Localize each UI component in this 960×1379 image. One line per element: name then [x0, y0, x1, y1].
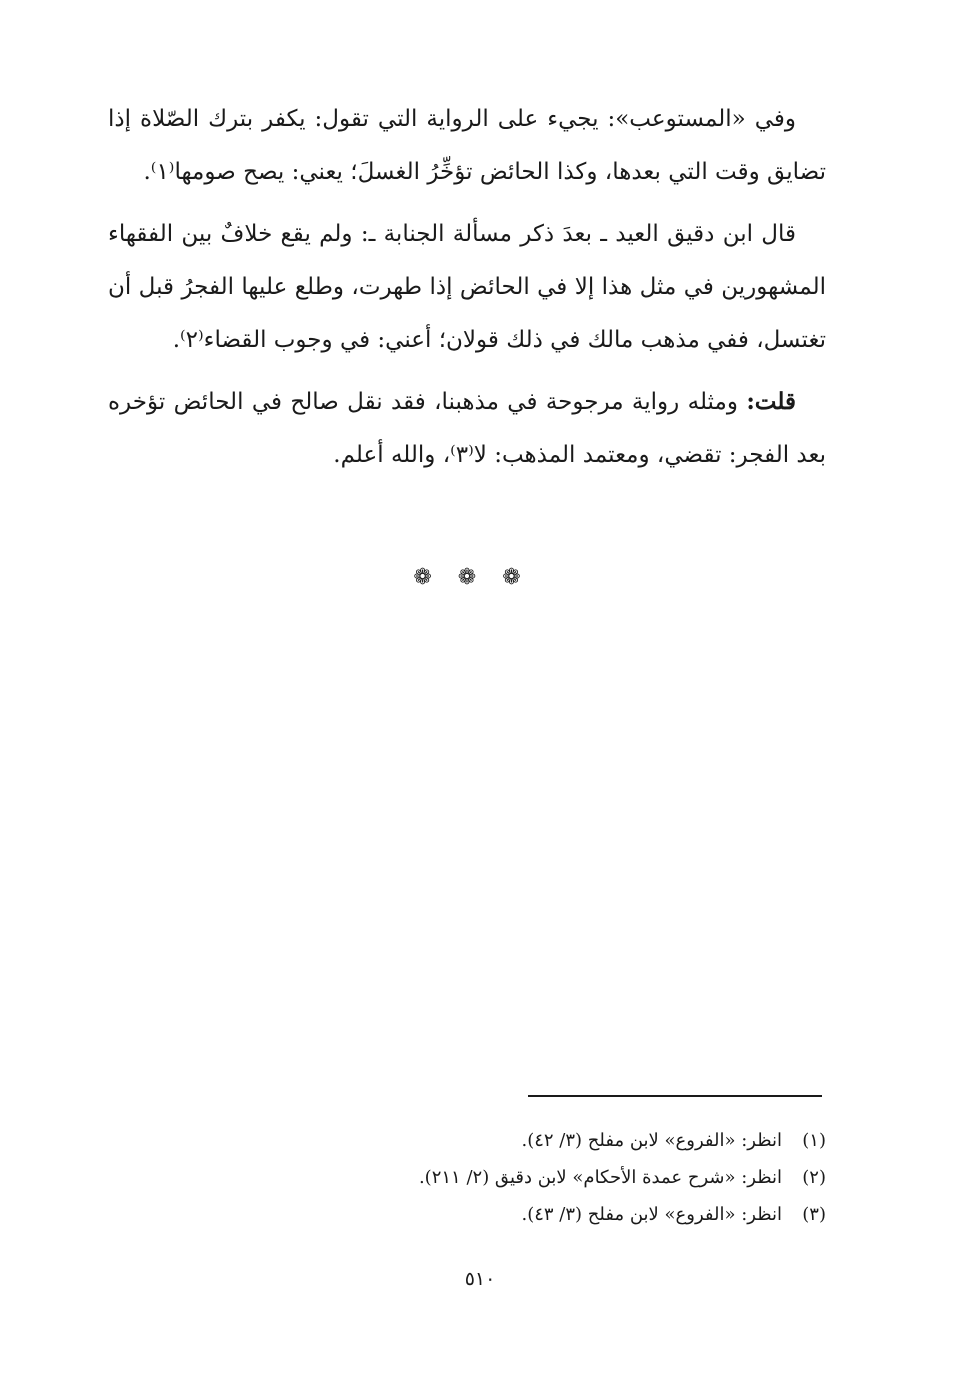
- paragraph-qultu: [108, 375, 826, 482]
- section-separator: [0, 565, 960, 590]
- footnote-text: انظر: «شرح عمدة الأحكام» لابن دقيق (٢/ ٢١١).: [418, 1167, 782, 1188]
- paragraph-lead: قلت:: [746, 388, 796, 415]
- paragraph-ibn-daqiq: [108, 207, 826, 367]
- footnotes: [300, 1122, 826, 1233]
- footnote-text: انظر: «الفروع» لابن مفلح (٣/ ٤٢).: [521, 1130, 782, 1151]
- footnote-1: [300, 1122, 826, 1159]
- footnote-3: [300, 1196, 826, 1233]
- footnote-number: (٢): [802, 1167, 826, 1188]
- footnote-number: (٣): [802, 1204, 826, 1225]
- asterism-ornament: ❁: [502, 565, 547, 590]
- paragraph-text: ومثله رواية مرجوحة في مذهبنا، فقد نقل صالح في الحائض تؤخره بعد الفجر: تقضي، ومعتمد المذهب: لا⁽٣⁾، والله أعلم.: [108, 389, 826, 468]
- footnote-rule: [528, 1095, 822, 1097]
- page-number: ٥١٠: [464, 1268, 496, 1290]
- footnote-text: انظر: «الفروع» لابن مفلح (٣/ ٤٣).: [521, 1204, 782, 1225]
- main-text: [108, 92, 826, 490]
- asterism-ornament: ❁: [457, 565, 503, 590]
- paragraph-text: وفي «المستوعب»: يجيء على الرواية التي تقول: يكفر بترك الصّلاة إذا تضايق وقت التي بعدها، وكذا الحائض تؤخِّرُ الغسلَ؛ يعني: يصح صومها⁽١⁾.: [108, 106, 826, 185]
- footnote-number: (١): [802, 1130, 826, 1151]
- asterism-ornament: ❁: [413, 565, 458, 590]
- footnote-2: [300, 1159, 826, 1196]
- paragraph-mustawib: [108, 92, 826, 199]
- paragraph-text: قال ابن دقيق العيد ـ بعدَ ذكر مسألة الجنابة ـ: ولم يقع خلافٌ بين الفقهاء المشهورين في مثل هذا إلا في الحائض إذا طهرت، وطلع عليها الفجرُ قبل أن تغتسل، ففي مذهب مالك في ذلك قولان؛ أعني: في وجوب القضاء⁽٢⁾.: [108, 221, 826, 353]
